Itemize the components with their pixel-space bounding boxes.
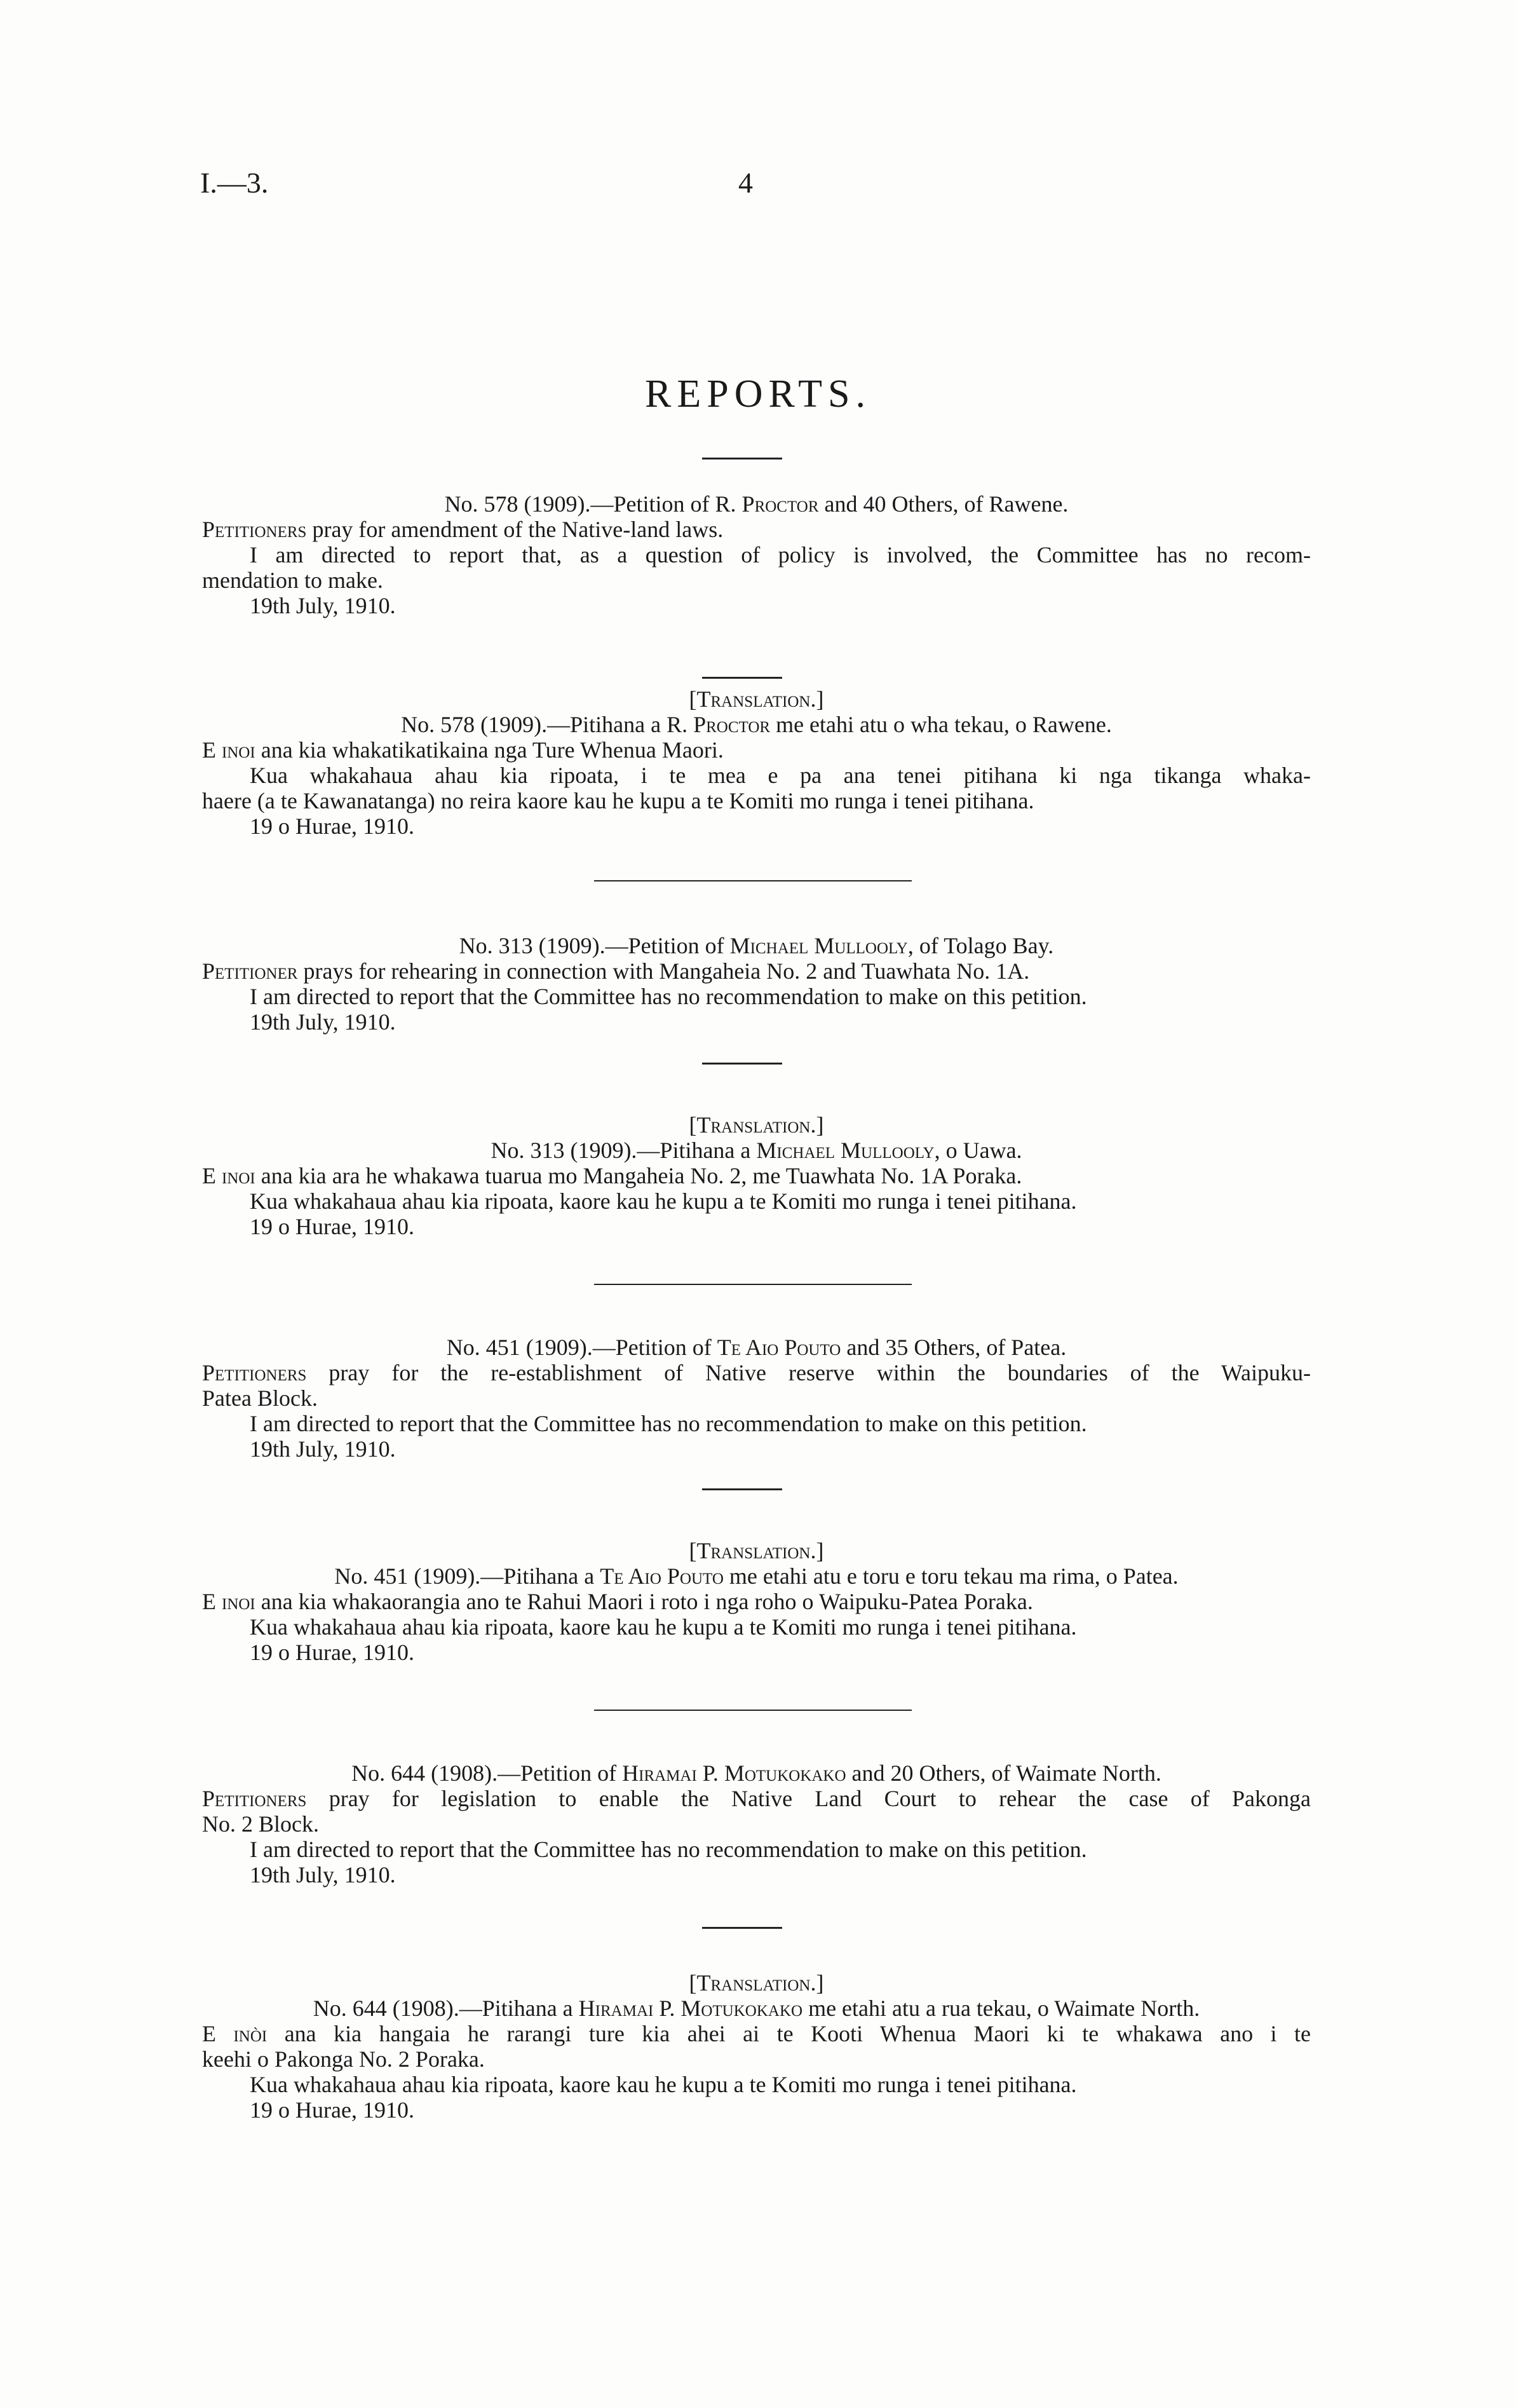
report-date: 19th July, 1910. xyxy=(250,593,396,618)
translation-label: [Translation.] xyxy=(689,1538,824,1563)
report-text-line: haere (a te Kawanatanga) no reira kaore kau he kupu a te Komiti mo runga i tenei pitihana. xyxy=(202,788,1034,813)
page-number: 4 xyxy=(738,167,753,199)
report-section-644 xyxy=(202,1760,1311,1888)
petitioner-name: Proctor xyxy=(741,491,819,517)
section-heading: No. 578 (1909).—Pitihana a R. Proctor me etahi atu o wha tekau, o Rawene. xyxy=(401,712,1112,737)
section-rule xyxy=(594,1710,912,1711)
translation-section-578 xyxy=(202,686,1311,839)
prayer-text: Petitioners pray for the re-establishment of Native reserve within the boundaries of the Waipuku- xyxy=(202,1360,1311,1385)
report-text-line: Kua whakahaua ahau kia ripoata, kaore kau he kupu a te Komiti mo runga i tenei pitihana. xyxy=(250,1614,1077,1640)
report-date: 19th July, 1910. xyxy=(250,1436,396,1462)
section-heading: No. 451 (1909).—Pitihana a Te Aio Pouto me etahi atu e toru e toru tekau ma rima, o Patea. xyxy=(334,1563,1179,1589)
report-section-578 xyxy=(202,491,1311,618)
title-rule xyxy=(702,458,782,459)
section-rule xyxy=(702,1063,782,1065)
translation-label: [Translation.] xyxy=(689,1112,824,1138)
report-text-line: Kua whakahaua ahau kia ripoata, kaore kau he kupu a te Komiti mo runga i tenei pitihana. xyxy=(250,2072,1077,2097)
prayer-text: Petitioners pray for amendment of the Native-land laws. xyxy=(202,517,724,542)
prayer-text: Petitioner prays for rehearing in connection with Mangaheia No. 2 and Tuawhata No. 1A. xyxy=(202,958,1030,984)
petitioner-name: Proctor xyxy=(693,712,771,737)
report-text-line: I am directed to report that, as a question of policy is involved, the Committee has no recom- xyxy=(250,542,1311,568)
report-text-line: I am directed to report that the Committee has no recommendation to make on this petition. xyxy=(250,984,1087,1009)
report-section-313 xyxy=(202,933,1311,1035)
prayer-text: E inoi ana kia ara he whakawa tuarua mo Mangaheia No. 2, me Tuawhata No. 1A Poraka. xyxy=(202,1163,1022,1188)
section-heading: No. 313 (1909).—Pitihana a Michael Mullooly, o Uawa. xyxy=(491,1138,1022,1163)
petitioner-name: Hiramai P. Motukokako xyxy=(578,1996,803,2021)
section-heading: No. 644 (1908).—Pitihana a Hiramai P. Motukokako me etahi atu a rua tekau, o Waimate North. xyxy=(313,1996,1200,2021)
prayer-text: Petitioners pray for legislation to enable the Native Land Court to rehear the case of Pakonga xyxy=(202,1786,1311,1811)
report-text-line: Kua whakahaua ahau kia ripoata, kaore kau he kupu a te Komiti mo runga i tenei pitihana. xyxy=(250,1188,1077,1214)
report-date: 19 o Hurae, 1910. xyxy=(250,1640,414,1665)
report-date: 19th July, 1910. xyxy=(250,1862,396,1888)
prayer-text: E inòi ana kia hangaia he rarangi ture kia ahei ai te Kooti Whenua Maori ki te whakawa ano i te xyxy=(202,2021,1311,2046)
report-date: 19th July, 1910. xyxy=(250,1009,396,1035)
translation-section-644 xyxy=(202,1970,1311,2123)
section-rule xyxy=(594,880,912,881)
report-date: 19 o Hurae, 1910. xyxy=(250,813,414,839)
petitioner-name: Michael Mullooly xyxy=(729,933,908,958)
section-heading: No. 644 (1908).—Petition of Hiramai P. Motukokako and 20 Others, of Waimate North. xyxy=(351,1760,1161,1786)
report-text-line: mendation to make. xyxy=(202,568,383,593)
section-rule xyxy=(594,1284,912,1285)
report-date: 19 o Hurae, 1910. xyxy=(250,1214,414,1239)
section-heading: No. 313 (1909).—Petition of Michael Mullooly, of Tolago Bay. xyxy=(459,933,1054,958)
prayer-text-line: Patea Block. xyxy=(202,1385,318,1411)
report-text-line: I am directed to report that the Committee has no recommendation to make on this petition. xyxy=(250,1411,1087,1436)
report-text-line: I am directed to report that the Committee has no recommendation to make on this petition. xyxy=(250,1837,1087,1862)
prayer-text: E inoi ana kia whakatikatikaina nga Ture Whenua Maori. xyxy=(202,737,724,763)
page-title: REPORTS. xyxy=(645,372,871,416)
report-text-line: Kua whakahaua ahau kia ripoata, i te mea e pa ana tenei pitihana ki nga tikanga whaka- xyxy=(250,763,1311,788)
paper-series-number: I.—3. xyxy=(200,167,269,199)
section-rule xyxy=(702,677,782,679)
translation-label: [Translation.] xyxy=(689,1970,824,1996)
petitioner-name: Michael Mullooly xyxy=(756,1138,935,1163)
prayer-text-line: keehi o Pakonga No. 2 Poraka. xyxy=(202,2046,485,2072)
report-date: 19 o Hurae, 1910. xyxy=(250,2097,414,2123)
section-rule xyxy=(702,1927,782,1929)
petitioner-name: Te Aio Pouto xyxy=(600,1563,724,1589)
translation-section-451 xyxy=(202,1538,1311,1665)
report-section-451 xyxy=(202,1335,1311,1462)
prayer-text: E inoi ana kia whakaorangia ano te Rahui Maori i roto i nga roho o Waipuku-Patea Poraka. xyxy=(202,1589,1033,1614)
translation-section-313 xyxy=(202,1112,1311,1239)
prayer-text-line: No. 2 Block. xyxy=(202,1811,319,1837)
section-heading: No. 451 (1909).—Petition of Te Aio Pouto and 35 Others, of Patea. xyxy=(446,1335,1067,1360)
section-rule xyxy=(702,1488,782,1490)
petitioner-name: Hiramai P. Motukokako xyxy=(622,1760,846,1786)
translation-label: [Translation.] xyxy=(689,686,824,712)
section-heading: No. 578 (1909).—Petition of R. Proctor and 40 Others, of Rawene. xyxy=(444,491,1069,517)
petitioner-name: Te Aio Pouto xyxy=(717,1335,841,1360)
